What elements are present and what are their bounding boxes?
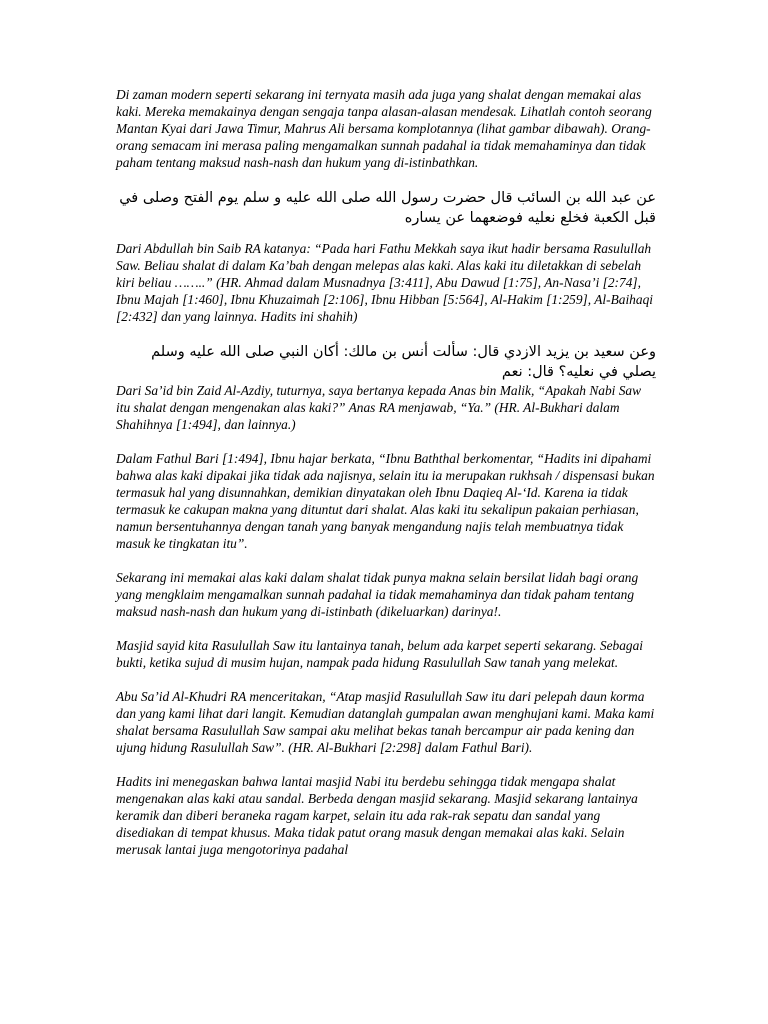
- arabic-hadith-said-bin-yazid: وعن سعيد بن يزيد الازدي قال: سألت أنس بن مالك: أكان النبي صلى الله عليه وسلم يصلي في نعليه؟ قال: نعم: [151, 344, 656, 380]
- paragraph-conclusion: Hadits ini menegaskan bahwa lantai masjid Nabi itu berdebu sehingga tidak mengapa shalat mengenakan alas kaki atau sandal. Berbeda dengan masjid sekarang. Masjid sekarang lantainya keramik dan diberi beraneka ragam karpet, selain itu ada rak-rak sepatu dan sandal yang disediakan di tempat khusus. Maka tidak patut orang masuk dengan memakai alas kaki. Selain merusak lantai juga mengotorinya padahal: [116, 774, 638, 857]
- paragraph-present-day: Sekarang ini memakai alas kaki dalam shalat tidak punya makna selain bersilat lidah bagi orang yang mengklaim mengamalkan sunnah padahal ia tidak memahaminya dan tidak paham tentang maksud nash-nash dan hukum yang di-istinbath (dikeluarkan) darinya!.: [116, 570, 639, 619]
- paragraph-intro: Di zaman modern seperti sekarang ini ternyata masih ada juga yang shalat dengan memakai alas kaki. Mereka memakainya dengan sengaja tanpa alasan-alasan mendesak. Lihatlah contoh seorang Mantan Kyai dari Jawa Timur, Mahrus Ali bersama komplotannya (lihat gambar dibawah). Orang-orang semacam ini merasa paling mengamalkan sunnah padahal ia tidak memahaminya dan tidak paham tentang maksud nash-nash dan hukum yang di-istinbathkan.: [116, 87, 652, 170]
- paragraph-translation-abdullah-bin-saib: Dari Abdullah bin Saib RA katanya: “Pada hari Fathu Mekkah saya ikut hadir bersama Rasulullah Saw. Beliau shalat di dalam Ka’bah dengan melepas alas kaki. Alas kaki itu diletakkan di sebelah kiri beliau ……..” (HR. Ahmad dalam Musnadnya [3:411], Abu Dawud [1:75], An-Nasa’i [2:74], Ibnu Majah [1:460], Ibnu Khuzaimah [2:106], Ibnu Hibban [5:564], Al-Hakim [1:259], Al-Baihaqi [2:432] dan yang lainnya. Hadits ini shahih): [116, 241, 653, 324]
- document-page: [116, 86, 656, 858]
- paragraph-masjid-floor: Masjid sayid kita Rasulullah Saw itu lantainya tanah, belum ada karpet seperti sekarang. Sebagai bukti, ketika sujud di musim hujan, nampak pada hidung Rasulullah Saw tanah yang melekat.: [116, 638, 644, 670]
- paragraph-translation-said-bin-zaid: Dari Sa’id bin Zaid Al-Azdiy, tuturnya, saya bertanya kepada Anas bin Malik, “Apakah Nabi Saw itu shalat dengan mengenakan alas kaki?” Anas RA menjawab, “Ya.” (HR. Al-Bukhari dalam Shahihnya [1:494], dan lainnya.): [116, 383, 642, 432]
- arabic-hadith-abdullah-bin-saib: عن عبد الله بن السائب قال حضرت رسول الله صلى الله عليه و سلم يوم الفتح وصلى في قبل الكعبة فخلع نعليه فوضعهما عن يساره: [119, 190, 656, 226]
- paragraph-abu-said: Abu Sa’id Al-Khudri RA menceritakan, “Atap masjid Rasulullah Saw itu dari pelepah daun korma dan yang kami lihat dari langit. Kemudian datanglah gumpalan awan menghujani kami. Maka kami shalat bersama Rasulullah Saw sampai aku melihat bekas tanah bercampur air pada kening dan ujung hidung Rasulullah Saw”. (HR. Al-Bukhari [2:298] dalam Fathul Bari).: [116, 689, 655, 755]
- paragraph-fathul-bari: Dalam Fathul Bari [1:494], Ibnu hajar berkata, “Ibnu Baththal berkomentar, “Hadits ini dipahami bahwa alas kaki dipakai jika tidak ada najisnya, selain itu ia merupakan rukhsah / dispensasi bukan termasuk hal yang disunnahkan, demikian dinyatakan oleh Ibnu Daqieq Al-‘Id. Karena ia tidak termasuk ke cakupan makna yang dituntut dari shalat. Alas kaki itu sekalipun pakaian perhiasan, namun bersentuhannya dengan tanah yang banyak mengandung najis telah membuatnya tidak masuk ke tingkatan itu”.: [116, 451, 655, 551]
